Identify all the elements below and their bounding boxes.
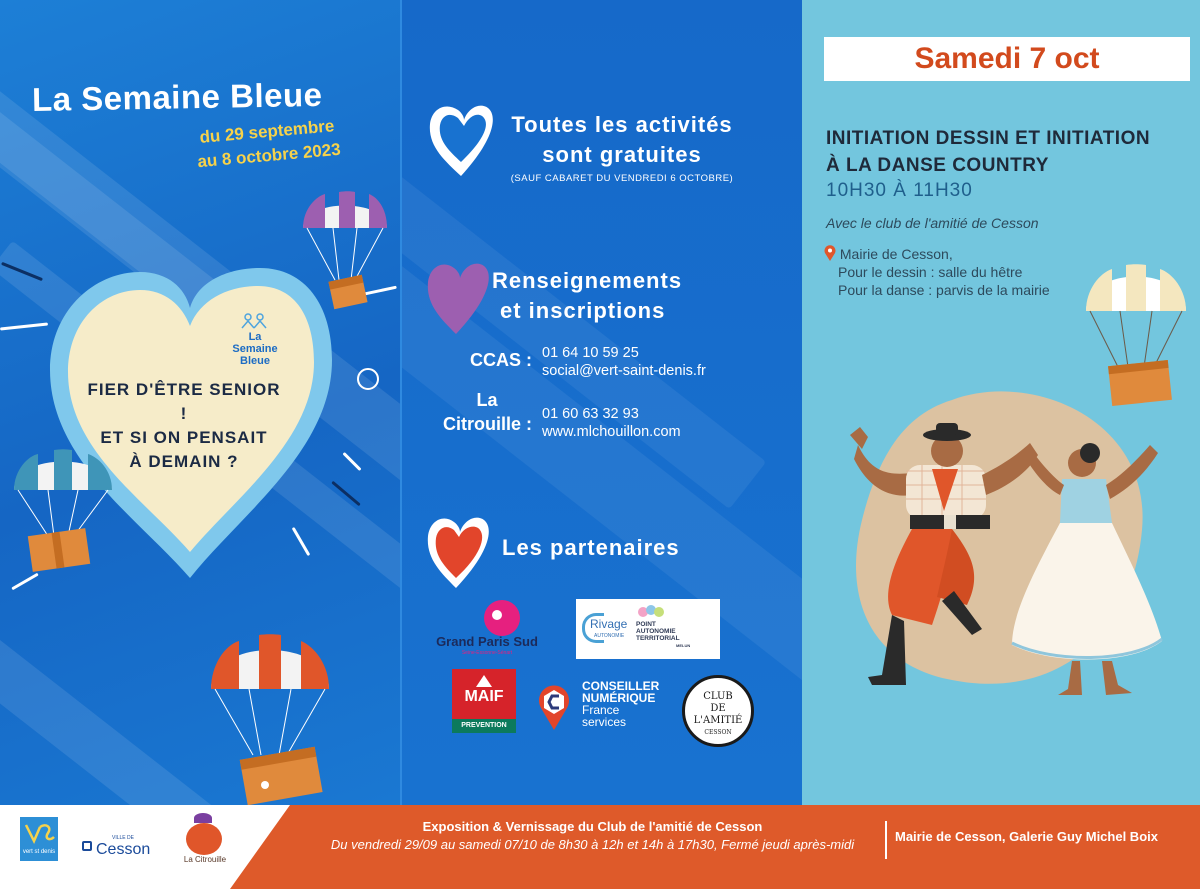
location-marker-icon — [538, 682, 570, 732]
pat-mark-icon — [638, 605, 668, 619]
logo-text-line2: Semaine — [232, 343, 278, 355]
event-dates-line2: au 8 octobre 2023 — [196, 139, 342, 172]
info-line2: et inscriptions — [500, 298, 666, 323]
date-banner: Samedi 7 oct — [824, 37, 1190, 81]
free-line1: Toutes les activités — [511, 112, 733, 137]
dancing-couple-illustration — [832, 415, 1182, 715]
ccas-email[interactable]: social@vert-saint-denis.fr — [542, 363, 706, 379]
rivage-sub: AUTONOMIE — [594, 633, 625, 639]
gps-dot-icon — [492, 610, 502, 620]
citrouille-name: La Citrouille — [183, 855, 227, 864]
club-line1: CLUB — [703, 691, 733, 702]
rivage-pat-logo — [576, 599, 720, 659]
vert-st-denis-logo — [20, 817, 58, 861]
club-line2: DE L'AMITIÉ — [693, 703, 743, 726]
exhibition-location: Mairie de Cesson, Galerie Guy Michel Boix — [895, 829, 1158, 844]
parachute-purple-icon — [295, 180, 395, 320]
vsd-name: vert st denis — [22, 849, 56, 855]
footer — [0, 805, 1200, 889]
purple-heart-icon — [424, 258, 492, 338]
parachute-cream-icon — [1080, 255, 1192, 415]
event-title: La Semaine Bleue — [31, 75, 323, 118]
citrouille-label-line1: La — [476, 390, 498, 410]
info-heading — [492, 266, 712, 326]
map-pin-icon — [824, 245, 836, 261]
partners-heading: Les partenaires — [502, 535, 680, 560]
free-line2: sont gratuites — [542, 142, 702, 167]
footer-divider — [885, 821, 887, 859]
citrouille-website[interactable]: www.mlchouillon.com — [542, 424, 681, 440]
rivage-name: Rivage — [590, 617, 628, 631]
slogan-line1: FIER D'ÊTRE SENIOR ! — [87, 380, 281, 423]
maif-logo — [452, 669, 516, 733]
location-line3: Pour la danse : parvis de la mairie — [838, 282, 1050, 298]
citrouille-label — [412, 388, 532, 436]
citrouille-phone[interactable]: 01 60 63 32 93 — [542, 406, 639, 422]
exhibition-dates: Du vendredi 29/09 au samedi 07/10 de 8h30 à 12h et 14h à 17h30, Fermé jeudi après-midi — [330, 837, 855, 852]
gps-mark-icon — [484, 600, 520, 636]
grand-paris-sud-logo — [422, 598, 552, 660]
pumpkin-icon — [186, 823, 222, 855]
location-line2: Pour le dessin : salle du hêtre — [838, 264, 1023, 280]
event-dates-line1: du 29 septembre — [198, 116, 336, 147]
cesson-mark-icon — [82, 841, 92, 851]
conseiller-numerique-logo — [538, 680, 678, 740]
parachute-orange-icon — [205, 625, 335, 805]
people-icon — [238, 313, 272, 329]
semaine-bleue-logo — [225, 313, 285, 367]
maif-name: MAIF — [452, 669, 516, 719]
decor-stroke — [342, 452, 361, 471]
cesson-logo — [82, 835, 162, 865]
cesson-name: Cesson — [96, 841, 151, 858]
activity-line1: INITIATION DESSIN ET INITIATION — [826, 128, 1151, 149]
cesson-small: VILLE DE — [112, 835, 134, 841]
cn-line2: NUMÉRIQUE — [582, 691, 656, 705]
decor-circle — [357, 368, 379, 390]
activity-organizer: Avec le club de l'amitié de Cesson — [826, 215, 1039, 231]
event-dates — [166, 111, 369, 176]
activity-line2: À LA DANSE COUNTRY — [826, 155, 1049, 176]
logo-text-line1: La — [248, 331, 262, 343]
pat-line4: MELUN — [676, 643, 691, 648]
cn-line1: CONSEILLER — [582, 679, 660, 693]
free-note: (SAUF CABARET DU VENDREDI 6 OCTOBRE) — [510, 173, 734, 184]
red-heart-icon — [424, 512, 492, 592]
pat-line3: TERRITORIAL — [636, 635, 680, 642]
club-line3: CESSON — [704, 729, 732, 736]
gps-name: Grand Paris Sud — [436, 634, 538, 649]
ccas-phone[interactable]: 01 64 10 59 25 — [542, 345, 639, 361]
location-line1: Mairie de Cesson, — [839, 246, 953, 262]
left-panel — [0, 0, 400, 805]
activity-time: 10H30 À 11H30 — [826, 180, 973, 201]
cn-line3: France — [582, 703, 620, 717]
gps-sub: Seine-Essonne-Sénart — [461, 650, 513, 656]
logo-text-line3: Bleue — [240, 355, 270, 367]
citrouille-label-line2: Citrouille : — [443, 414, 532, 434]
cn-line4: services — [582, 715, 627, 729]
cn-text — [582, 680, 659, 728]
activity-title — [826, 125, 1166, 179]
pat-line2: AUTONOMIE — [636, 628, 676, 635]
slogan-line2: ET SI ON PENSAIT — [100, 428, 268, 447]
club-text — [685, 691, 751, 739]
la-citrouille-logo — [180, 811, 230, 871]
ccas-label: CCAS : — [470, 350, 532, 370]
exhibition-title: Exposition & Vernissage du Club de l'amitié de Cesson — [422, 819, 763, 834]
parachute-teal-icon — [8, 440, 118, 580]
pat-line1: POINT — [636, 621, 656, 628]
free-activities-heading — [492, 110, 752, 170]
right-panel — [802, 0, 1200, 805]
white-heart-icon — [426, 100, 496, 180]
vsd-mark-icon — [20, 817, 58, 847]
slogan-line3: À DEMAIN ? — [129, 452, 239, 471]
citrouille-leaf-icon — [194, 813, 212, 823]
activity-location — [824, 245, 1050, 299]
middle-panel — [400, 0, 802, 805]
info-line1: Renseignements — [492, 268, 683, 293]
pat-text — [636, 621, 690, 649]
maif-sub: PREVENTION — [452, 719, 516, 733]
club-amitie-logo — [682, 675, 754, 747]
